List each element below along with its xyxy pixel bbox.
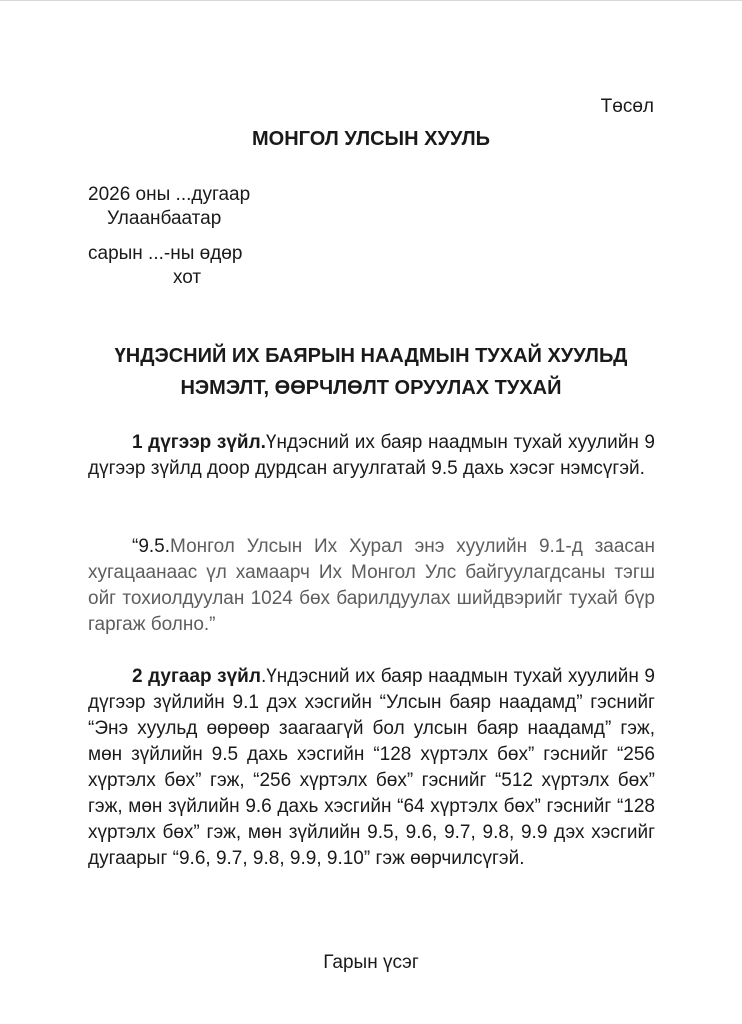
date-line-1: 2026 оны ...дугаар: [88, 184, 251, 205]
article-1: [88, 430, 655, 482]
article-1-text: Үндэсний их баяр наадмын тухай хуулийн 9 дүгээр зүйлд доор дурдсан агуулгатай 9.5 дахь хэсэг нэмсүгэй.: [88, 432, 655, 479]
law-heading: [0, 340, 742, 404]
top-divider: [0, 0, 742, 1]
quoted-provision-text: Монгол Улсын Их Хурал энэ хуулийн 9.1-д заасан хугацаанаас үл хамаарч Их Монгол Улс байгуулагдсаны тэгш ойг тохиолдуулан 1024 бөх барилдуулах шийдвэрийг тухай бүр гаргаж болно.”: [88, 536, 655, 635]
date-line-2: сарын ...-ны өдөр: [88, 243, 243, 264]
place-line-2: хот: [173, 267, 202, 288]
article-2-label: 2 дугаар зүйл: [132, 666, 261, 687]
signature-label: Гарын үсэг: [323, 952, 419, 973]
law-heading-line-2: НЭМЭЛТ, ӨӨРЧЛӨЛТ ОРУУЛАХ ТУХАЙ: [180, 377, 562, 399]
place-line-1: Улаанбаатар: [107, 208, 222, 229]
article-2: [88, 664, 655, 872]
law-title: МОНГОЛ УЛСЫН ХУУЛЬ: [252, 128, 490, 150]
quoted-provision-number: “9.5.: [132, 536, 171, 557]
article-2-text: .Үндэсний их баяр наадмын тухай хуулийн 9 дүгээр зүйлийн 9.1 дэх хэсгийн “Улсын баяр наадамд” гэснийг “Энэ хуульд өөрөөр заагаагүй бол улсын баяр наадамд” гэж, мөн зүйлийн 9.5 дахь хэсгийн “128 хүртэлх бөх” гэснийг “256 хүртэлх бөх” гэж, “256 хүртэлх бөх” гэснийг “512 хүртэлх бөх” гэж, мөн зүйлийн 9.6 дахь хэсгийн “64 хүртэлх бөх” гэснийг “128 хүртэлх бөх” гэж, мөн зүйлийн 9.5, 9.6, 9.7, 9.8, 9.9 дэх хэсгийг дугаарыг “9.6, 9.7, 9.8, 9.9, 9.10” гэж өөрчилсүгэй.: [88, 666, 655, 869]
article-1-label: 1 дүгээр зүйл.: [132, 432, 266, 453]
law-heading-line-1: ҮНДЭСНИЙ ИХ БАЯРЫН НААДМЫН ТУХАЙ ХУУЛЬД: [114, 345, 628, 367]
quoted-provision: [88, 534, 655, 638]
draft-label: Төсөл: [600, 96, 654, 117]
